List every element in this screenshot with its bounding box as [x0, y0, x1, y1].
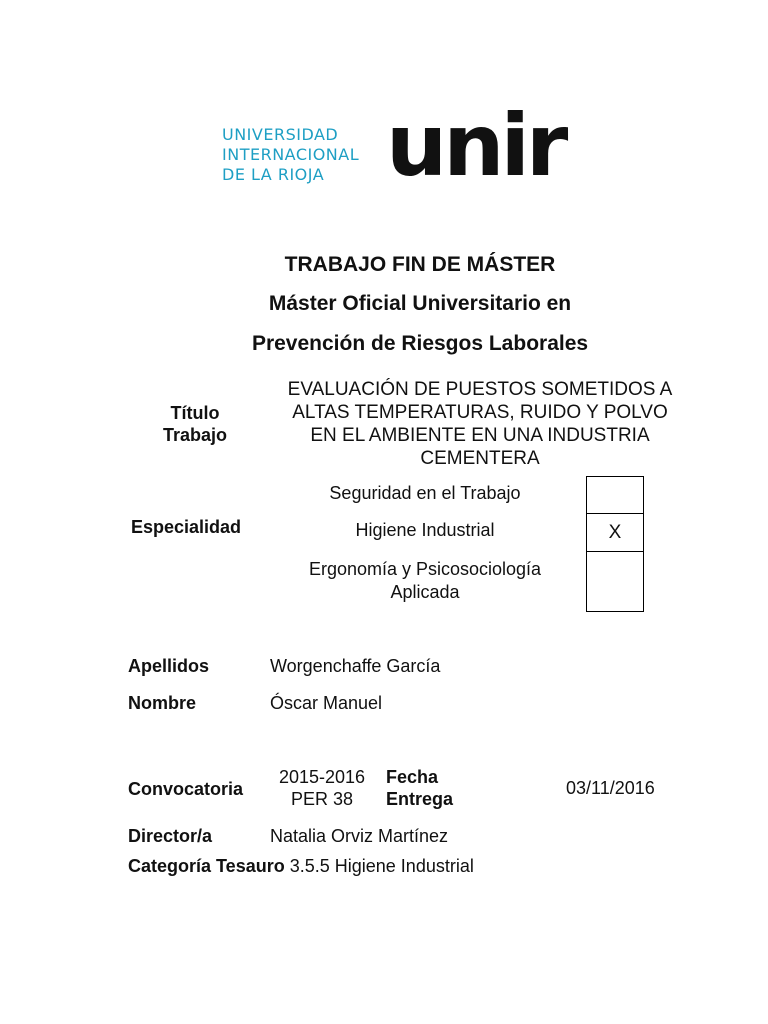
nombre-label: Nombre: [128, 693, 197, 713]
titulo-line-3: EN EL AMBIENTE EN UNA INDUSTRIA: [310, 425, 650, 446]
convocatoria-value-line-2: PER 38: [290, 789, 354, 809]
especialidad-checkbox-3: [586, 551, 644, 612]
especialidad-option-3: [270, 558, 580, 604]
convocatoria-value-line-1: 2015-2016: [278, 767, 366, 787]
titulo-line-4: CEMENTERA: [420, 448, 540, 469]
convocatoria-label: Convocatoria: [128, 779, 244, 799]
fecha-entrega-label: [386, 766, 453, 810]
heading-line-1: TRABAJO FIN DE MÁSTER: [284, 253, 556, 276]
especialidad-label: Especialidad: [131, 517, 242, 537]
director-label: Director/a: [128, 826, 213, 846]
heading-line-3: Prevención de Riesgos Laborales: [251, 332, 589, 355]
university-line-1: UNIVERSIDAD: [222, 125, 339, 144]
especialidad-option-1: Seguridad en el Trabajo: [329, 483, 521, 503]
titulo-line-1: EVALUACIÓN DE PUESTOS SOMETIDOS A: [287, 379, 673, 400]
titulo-line-2: ALTAS TEMPERATURAS, RUIDO Y POLVO: [292, 402, 668, 423]
unir-logo: [200, 85, 620, 220]
fecha-label-line-2: Entrega: [386, 789, 454, 809]
nombre-value: Óscar Manuel: [270, 693, 383, 713]
apellidos-label: Apellidos: [128, 656, 210, 676]
especialidad-option-2: Higiene Industrial: [355, 520, 495, 540]
especialidad-checkbox-1: [586, 476, 644, 514]
university-line-3: DE LA RIOJA: [222, 165, 325, 184]
especialidad-option-3-line-1: Ergonomía y Psicosociología: [308, 559, 542, 579]
categoria-row: [128, 856, 474, 877]
fecha-label-line-1: Fecha: [386, 767, 439, 787]
university-name: [222, 125, 359, 185]
titulo-label-line-1: Título: [170, 403, 220, 423]
titulo-value: [260, 378, 700, 470]
fecha-entrega-value: 03/11/2016: [566, 778, 655, 798]
categoria-value: 3.5.5 Higiene Industrial: [289, 856, 474, 876]
apellidos-value: Worgenchaffe García: [270, 656, 441, 676]
titulo-label: [140, 402, 250, 446]
unir-wordmark: unir: [386, 96, 565, 196]
director-value: Natalia Orviz Martínez: [270, 826, 449, 846]
especialidad-checkbox-2: X: [586, 513, 644, 552]
titulo-label-line-2: Trabajo: [162, 425, 228, 445]
convocatoria-value: [262, 766, 382, 810]
university-line-2: INTERNACIONAL: [222, 145, 360, 164]
heading-line-2: Máster Oficial Universitario en: [268, 292, 572, 315]
categoria-label: Categoría Tesauro: [128, 856, 285, 876]
especialidad-option-3-line-2: Aplicada: [390, 582, 460, 602]
